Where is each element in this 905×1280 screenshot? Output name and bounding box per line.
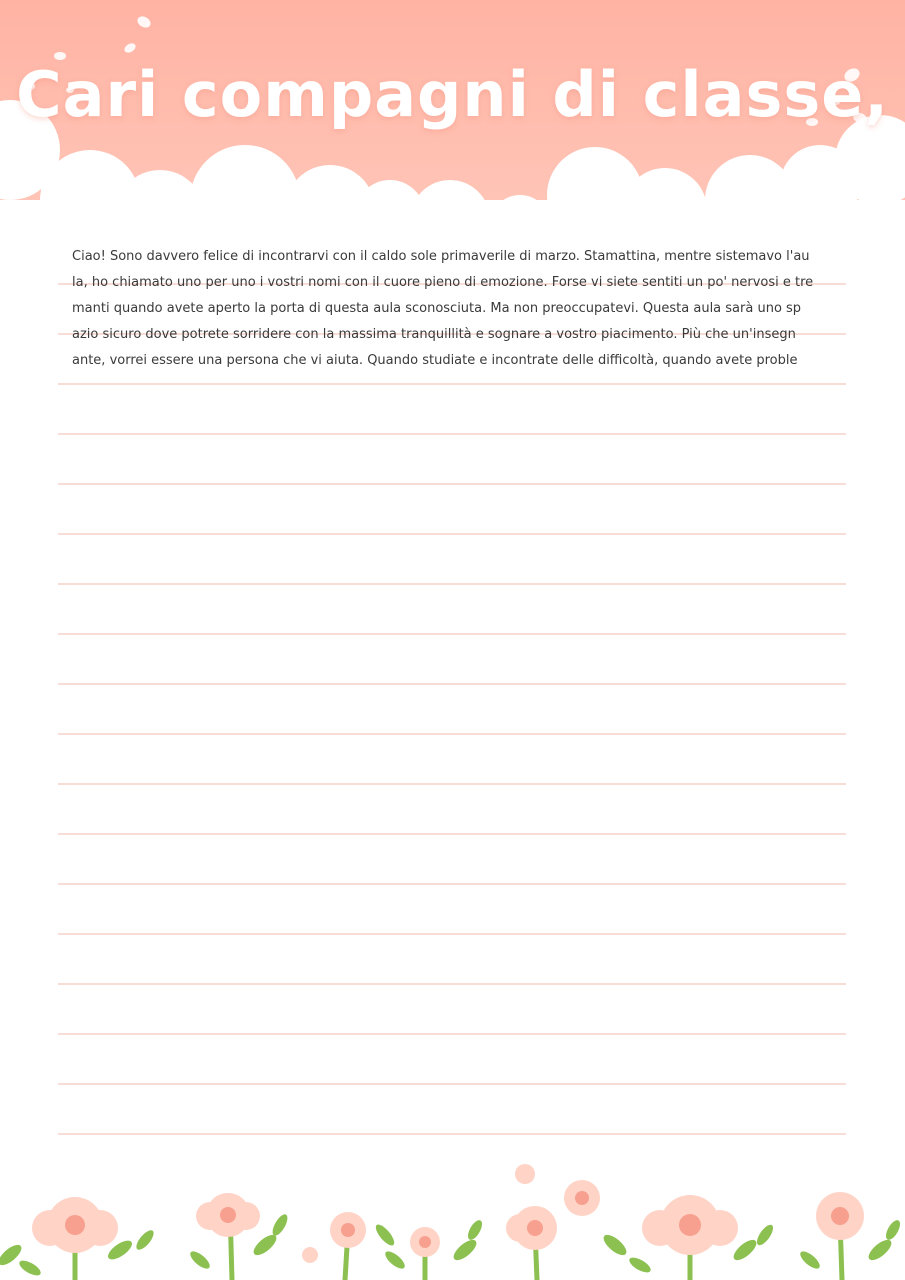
- letter-line: Ciao! Sono davvero felice di incontrarvi con il caldo sole primaverile di marzo. Stamattina, mentre sistemavo l'au: [72, 249, 810, 264]
- ruled-line: [58, 683, 846, 685]
- ruled-line: [58, 633, 846, 635]
- letter-body: [72, 244, 832, 374]
- ruled-line: [58, 933, 846, 935]
- ruled-line: [58, 433, 846, 435]
- ruled-line: [58, 483, 846, 485]
- ruled-line: [58, 783, 846, 785]
- ruled-line: [58, 1083, 846, 1085]
- ruled-line: [58, 833, 846, 835]
- ruled-line: [58, 733, 846, 735]
- letter-line: azio sicuro dove potrete sorridere con la massima tranquillità e sognare a vostro piacimento. Più che un'insegn: [72, 327, 796, 342]
- letter-line: la, ho chiamato uno per uno i vostri nomi con il cuore pieno di emozione. Forse vi siete sentiti un po' nervosi e tre: [72, 275, 814, 290]
- ruled-line: [58, 1133, 846, 1135]
- ruled-line: [58, 583, 846, 585]
- letter-line: ante, vorrei essere una persona che vi aiuta. Quando studiate e incontrate delle difficoltà, quando avete proble: [72, 353, 798, 368]
- ruled-line: [58, 1033, 846, 1035]
- ruled-line: [58, 983, 846, 985]
- ruled-line: [58, 883, 846, 885]
- letter-title: Cari compagni di classe,: [16, 58, 889, 131]
- flower-footer: [0, 1150, 905, 1280]
- ruled-line: [58, 533, 846, 535]
- ruled-lines: [58, 0, 846, 1280]
- letter-line: manti quando avete aperto la porta di questa aula sconosciuta. Ma non preoccupatevi. Questa aula sarà uno sp: [72, 301, 802, 316]
- flower-border-icon: [0, 1150, 905, 1280]
- ruled-line: [58, 383, 846, 385]
